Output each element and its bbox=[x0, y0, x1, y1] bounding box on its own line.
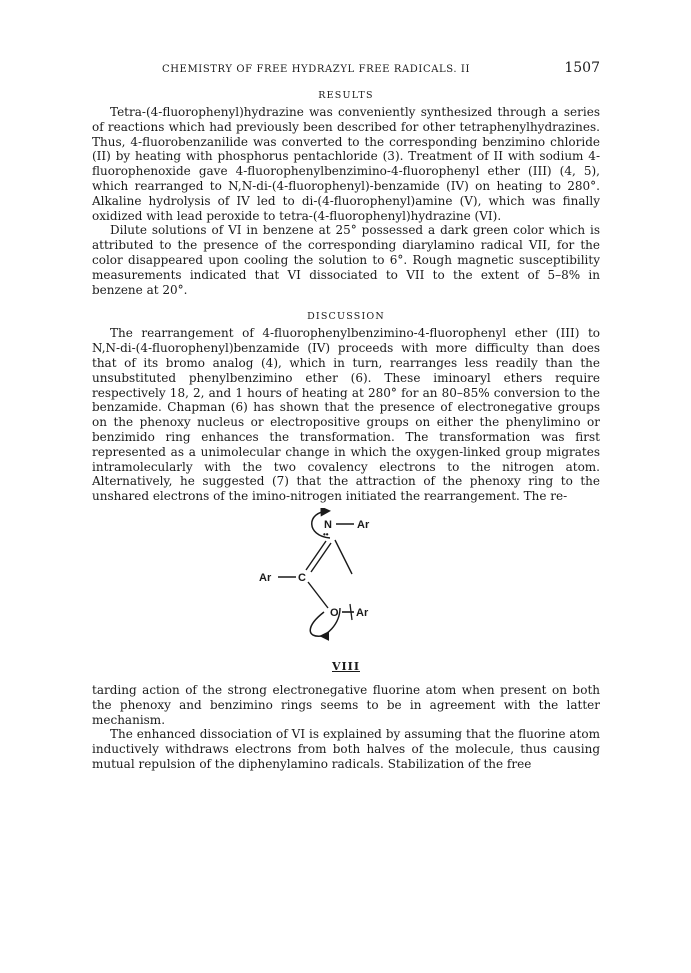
c-o-bond bbox=[308, 582, 328, 608]
aryl-on-carbon: Ar bbox=[259, 571, 272, 584]
curved-arrow-bottom bbox=[310, 612, 324, 636]
aryl-on-nitrogen: Ar bbox=[357, 518, 370, 531]
oxygen-atom: O bbox=[330, 606, 339, 619]
results-paragraph-1: Tetra-(4-fluorophenyl)hydrazine was conveniently synthesized through a series of reactions which had previously been described for other tetraphenylhydrazines. Thus, 4-fluorobenzanilide was converted to the corresponding benzimino chloride (II) by heating with phosphorus pentachloride (3). Treatment of II with sodium 4-fluorophenoxide gave 4-fluorophenylbenzimino-4-fluorophenyl ether (III) (4, 5), which rearranged to N,N-di-(4-fluorophenyl)-benzamide (IV) on heating to 280°. Alkaline hydrolysis of IV led to di-(4-fluorophenyl)amine (V), which was finally oxidized with lead peroxide to tetra-(4-fluorophenyl)hydrazine (VI). bbox=[92, 105, 600, 223]
results-paragraph-2: Dilute solutions of VI in benzene at 25° possessed a dark green color which is attributed to the presence of the corresponding diarylamino radical VII, for the color disappeared upon cooling the solution to 6°. Rough magnetic susceptibility measurements indicated that VI dissociated to VII to the extent of 5–8% in benzene at 20°. bbox=[92, 223, 600, 297]
lone-pair-dots: •• bbox=[323, 529, 329, 539]
aryl-on-oxygen: Ar bbox=[356, 606, 369, 619]
structure-figure-viii bbox=[92, 508, 600, 660]
rearrangement-structure-diagram bbox=[92, 508, 600, 660]
discussion-paragraph-1: The rearrangement of 4-fluorophenylbenzimino-4-fluorophenyl ether (III) to N,N-di-(4-fluorophenyl)benzamide (IV) proceeds with more difficulty than does that of its bromo analog (4), which in turn, rearranges less readily than the unsubstituted phenylbenzimino ether (6). These iminoaryl ethers require respectively 18, 2, and 1 hours of heating at 280° for an 80–85% conversion to the benzamide. Chapman (6) has shown that the presence of electronegative groups on the phenoxy nucleus or electropositive groups on either the phenylimino or benzimido ring enhances the transformation. The transformation was first represented as a unimolecular change in which the oxygen-linked group migrates intramolecularly with the two covalency electrons to the nitrogen atom. Alternatively, he suggested (7) that the attraction of the phenoxy ring to the unshared electrons of the imino-nitrogen initiated the rearrangement. The re- bbox=[92, 326, 600, 504]
n-to-o-arrow bbox=[335, 540, 352, 574]
nitrogen-atom: N bbox=[324, 518, 332, 531]
discussion-paragraph-2: The enhanced dissociation of VI is explained by assuming that the fluorine atom inductively withdraws electrons from both halves of the molecule, thus causing mutual repulsion of the diphenylamino radicals. Stabilization of the free bbox=[92, 727, 600, 771]
discussion-heading: DISCUSSION bbox=[307, 311, 385, 323]
running-title: CHEMISTRY OF FREE HYDRAZYL FREE RADICALS. II bbox=[161, 64, 471, 75]
figure-label: VIII bbox=[332, 659, 360, 673]
results-heading: RESULTS bbox=[318, 90, 374, 101]
discussion-paragraph-1-cont: tarding action of the strong electronegative fluorine atom when present on both the phenoxy and benzimino rings seems to be in agreement with the latter mechanism. bbox=[92, 682, 600, 727]
running-header bbox=[92, 60, 600, 80]
page-number: 1507 bbox=[564, 60, 600, 76]
journal-page bbox=[92, 60, 600, 772]
carbon-atom: C bbox=[298, 571, 306, 584]
